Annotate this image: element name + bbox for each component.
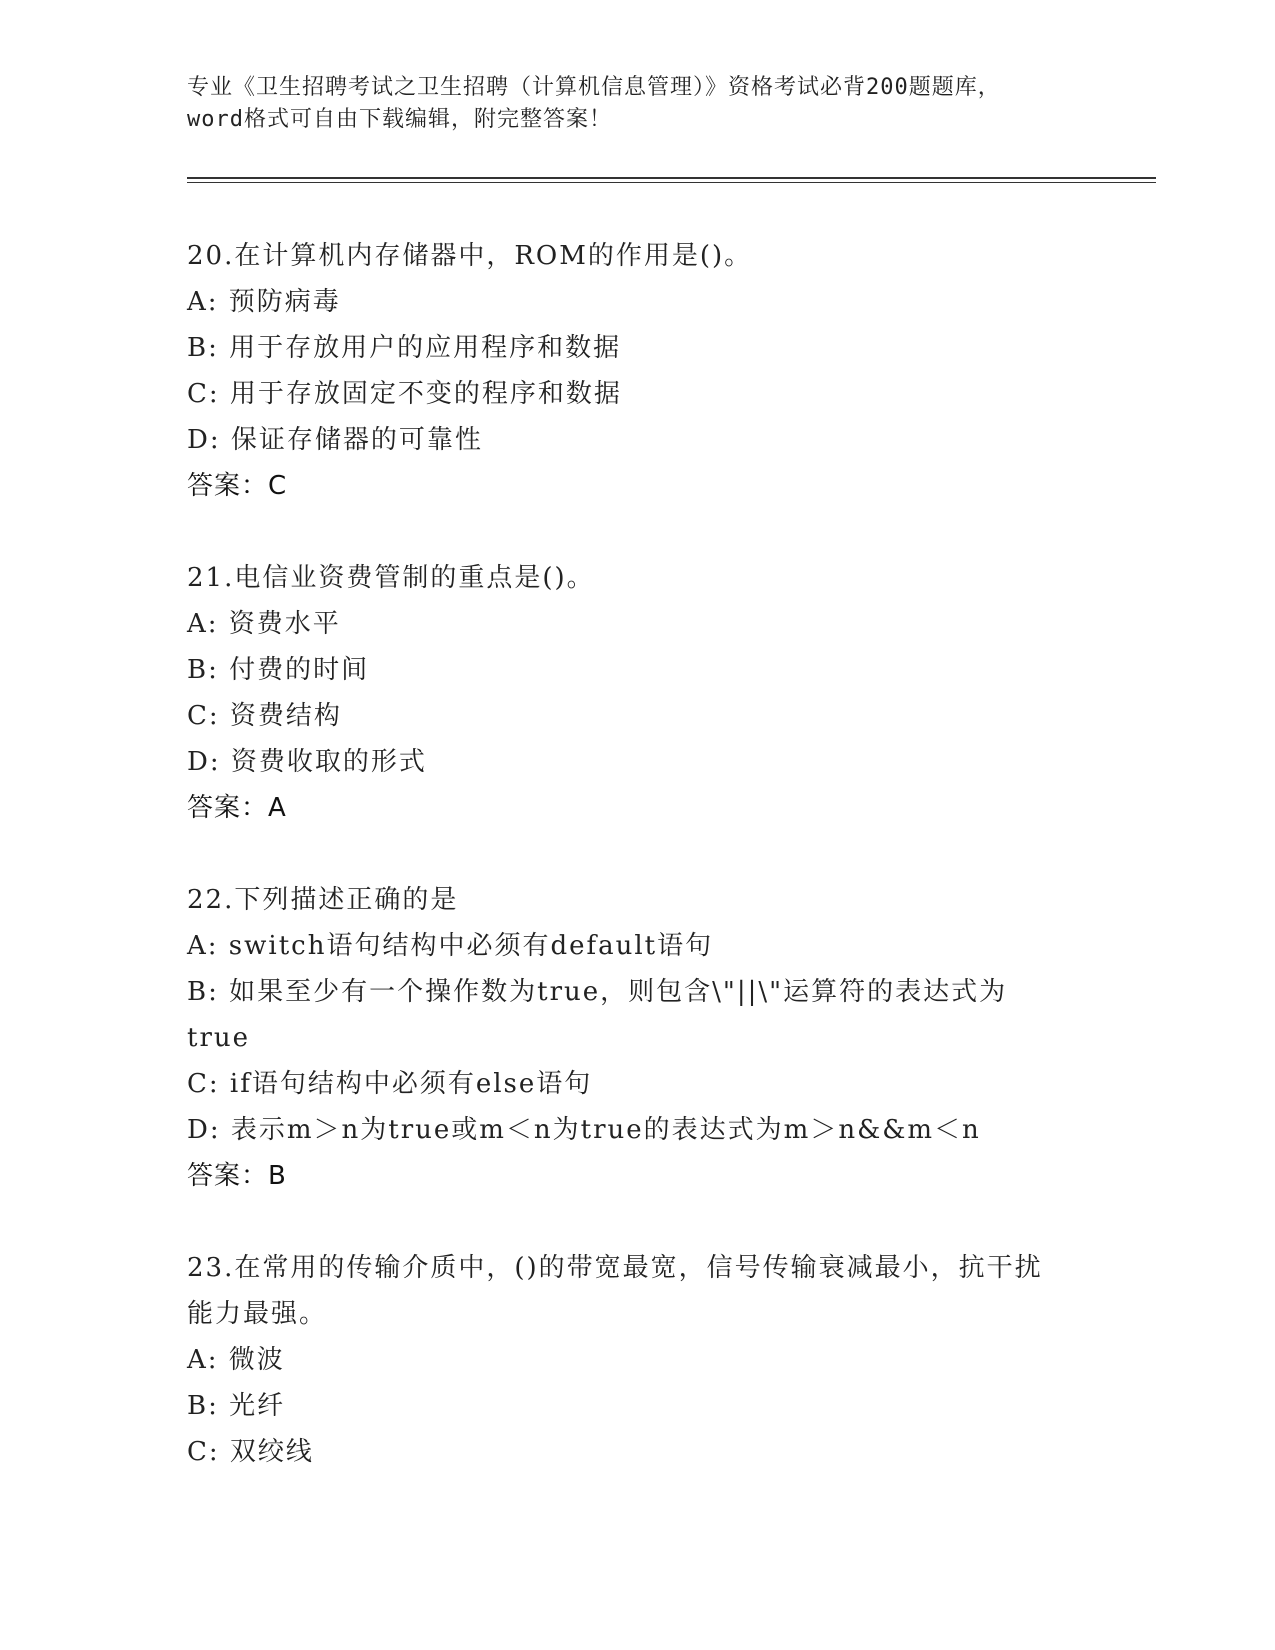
- answer-line: 答案：C: [187, 471, 288, 501]
- question-list: [187, 233, 1087, 1521]
- question-23: [187, 1245, 1087, 1475]
- question-stem: 20.在计算机内存储器中，ROM的作用是()。: [187, 241, 753, 271]
- answer-line: 答案：A: [187, 793, 287, 823]
- question-21: [187, 555, 1087, 831]
- option-b-continued: true: [187, 1023, 251, 1053]
- option-a: A: 资费水平: [187, 609, 341, 639]
- option-c: C: 用于存放固定不变的程序和数据: [187, 379, 622, 409]
- option-a: A: switch语句结构中必须有default语句: [187, 931, 714, 961]
- option-b: B: 用于存放用户的应用程序和数据: [187, 333, 622, 363]
- question-stem: 22.下列描述正确的是: [187, 885, 459, 915]
- option-b: B: 如果至少有一个操作数为true，则包含\"||\"运算符的表达式为: [187, 977, 1008, 1007]
- option-d: D: 表示m＞n为true或m＜n为true的表达式为m＞n&&m＜n: [187, 1115, 981, 1145]
- header-line-2: word格式可自由下载编辑，附完整答案！: [187, 107, 612, 132]
- answer-line: 答案：B: [187, 1161, 287, 1191]
- option-b: B: 光纤: [187, 1391, 286, 1421]
- option-b: B: 付费的时间: [187, 655, 370, 685]
- question-22: [187, 877, 1087, 1199]
- option-c: C: if语句结构中必须有else语句: [187, 1069, 593, 1099]
- option-c: C: 资费结构: [187, 701, 342, 731]
- header-divider-thick: [187, 177, 1156, 179]
- option-c: C: 双绞线: [187, 1437, 314, 1467]
- question-20: [187, 233, 1087, 509]
- option-a: A: 预防病毒: [187, 287, 341, 317]
- header-divider-thin: [187, 182, 1156, 183]
- question-stem-continued: 能力最强。: [187, 1299, 328, 1329]
- option-d: D: 保证存储器的可靠性: [187, 425, 483, 455]
- question-stem: 23.在常用的传输介质中，()的带宽最宽，信号传输衰减最小，抗干扰: [187, 1253, 1043, 1283]
- option-d: D: 资费收取的形式: [187, 747, 427, 777]
- option-a: A: 微波: [187, 1345, 285, 1375]
- document-header: [187, 72, 1077, 136]
- header-line-1: 专业《卫生招聘考试之卫生招聘（计算机信息管理）》资格考试必背200题题库，: [187, 75, 1001, 100]
- question-stem: 21.电信业资费管制的重点是()。: [187, 563, 595, 593]
